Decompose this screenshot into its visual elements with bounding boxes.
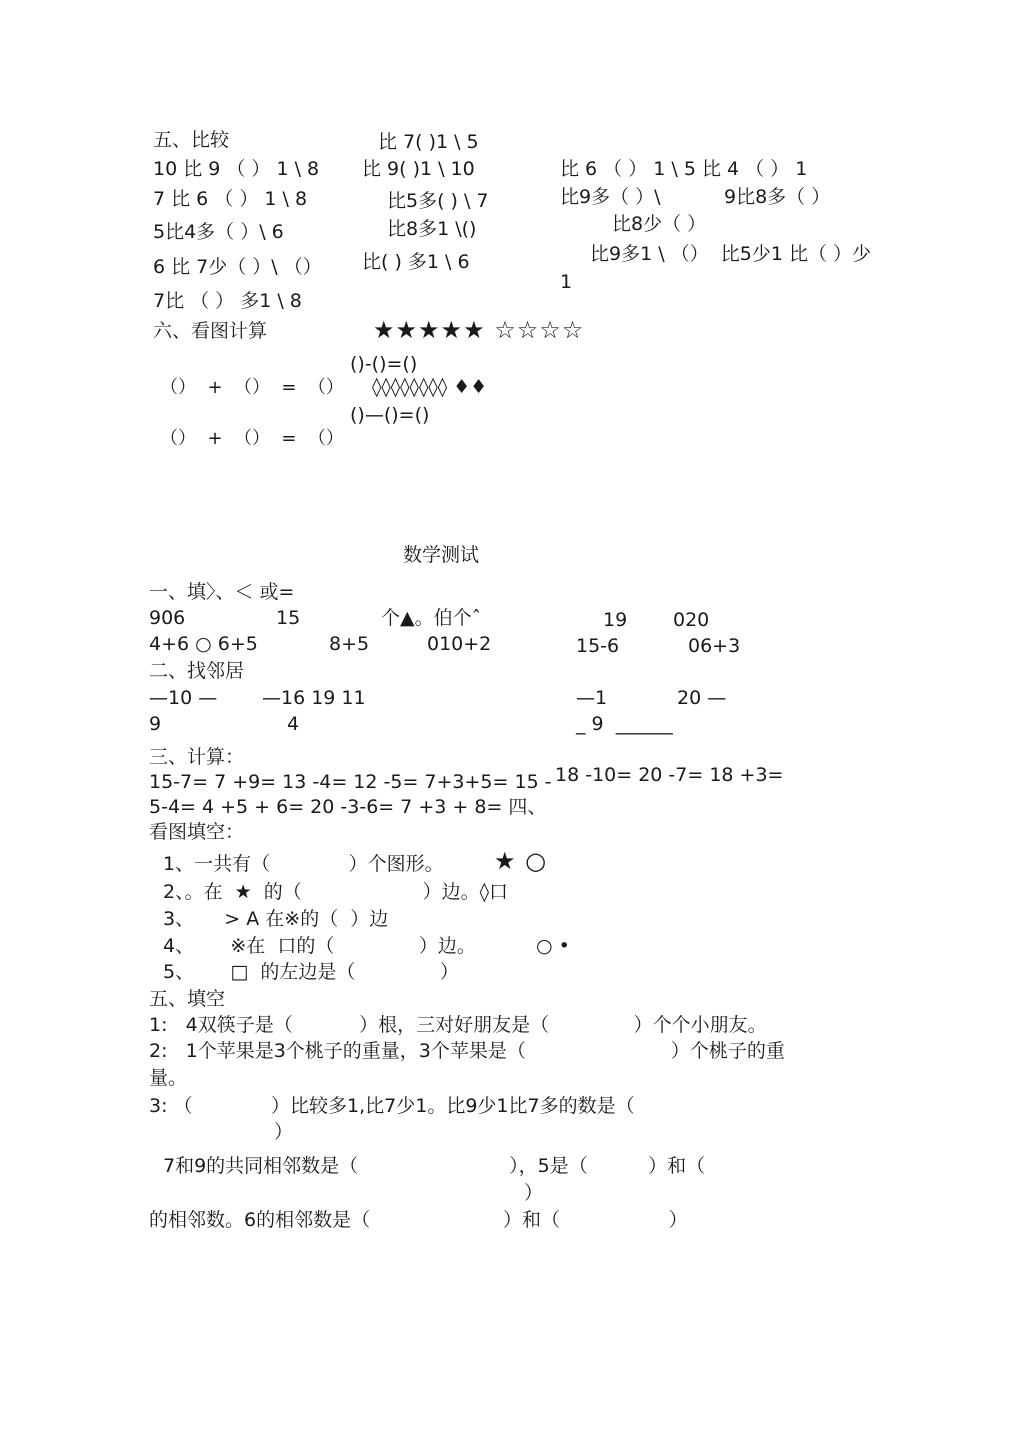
star-row: ★★★★★ ☆☆☆☆: [373, 316, 585, 344]
compare-right-line: 比 6 （ ） 1 \ 5 比 4 （ ） 1: [560, 158, 808, 180]
compare-right-line: 1: [560, 271, 573, 293]
q1-item: 06+3: [688, 635, 741, 657]
q4-item: 1、一共有（ ）个图形。: [163, 853, 444, 875]
subtraction-equation: ()-()=(): [350, 353, 418, 375]
q5-item: 1: 4双筷子是（ ）根，三对好朋友是（ ）个个小朋友。: [149, 1014, 767, 1036]
compare-mid-line: 比( ) 多1 \ 6: [362, 251, 470, 273]
q1-heading: 一、填〉、＜ 或=: [149, 581, 295, 603]
q4-item: 4、 ※在 口的（ ）边。: [163, 935, 476, 957]
q5-item: 7和9的共同相邻数是（ ），5是（ ）和（: [163, 1155, 706, 1177]
diamond-row: ◊◊◊◊◊◊◊◊ ♦♦: [372, 376, 488, 398]
q4-item: 2、。在 ★ 的（ ）边。◊口: [163, 881, 508, 903]
compare-mid-line: 比8多1 \(): [387, 218, 477, 240]
q1-item: 020: [673, 609, 710, 631]
compare-line: 7比 （ ） 多1 \ 8: [153, 290, 302, 312]
picture-calc-heading: 六、看图计算: [153, 320, 268, 342]
q4-heading: 看图填空：: [149, 821, 245, 843]
subtraction-equation: ()—()=(): [350, 404, 430, 426]
q4-item: 3、 > A 在※的（ ）边: [163, 908, 389, 930]
q2-heading: 二、找邻居: [149, 660, 245, 682]
q1-item: 4+6 ○ 6+5: [149, 633, 258, 655]
q1-item: 8+5: [329, 633, 370, 655]
q2-item: —16 19 11: [262, 687, 366, 709]
q4-item: 5、 □ 的左边是（ ）: [163, 961, 459, 983]
compare-mid-line: 比 7( )1 \ 5: [378, 131, 479, 153]
compare-line: 5比4多（ ）\ 6: [153, 221, 284, 243]
q5-item: ）: [274, 1121, 294, 1143]
q5-item: 的相邻数。6的相邻数是（ ）和（ ）: [149, 1209, 688, 1231]
addition-equation: （） + （） = （）: [160, 377, 344, 398]
q3-line: 18 -10= 20 -7= 18 +3=: [555, 764, 784, 786]
q5-item: 量。: [149, 1067, 188, 1089]
q5-item: ）: [524, 1182, 544, 1204]
compare-heading: 五、比较: [153, 129, 230, 151]
compare-mid-line: 比5多( ) \ 7: [387, 190, 489, 212]
q2-item: _ 9 ______: [576, 713, 673, 735]
compare-line: 7 比 6 （ ） 1 \ 8: [153, 188, 308, 210]
q5-item: 3: （ ）比较多1,比7少1。比9少1比7多的数是（: [149, 1095, 635, 1117]
q3-heading: 三、计算：: [149, 746, 245, 768]
addition-equation: （） + （） = （）: [160, 428, 344, 449]
q1-item: 15-6: [576, 635, 620, 657]
q1-item: 19: [603, 609, 628, 631]
q5-item: 2: 1个苹果是3个桃子的重量，3个苹果是（ ）个桃子的重: [149, 1040, 785, 1062]
q2-item: 9: [149, 713, 162, 735]
compare-mid-line: 比 9( )1 \ 10: [362, 158, 475, 180]
q1-item: 010+2: [427, 633, 492, 655]
q1-item: 906: [149, 607, 186, 629]
compare-right-line: 比9多1 \ （） 比5少1 比（ ）少: [590, 243, 871, 265]
q4-shapes: ○ •: [536, 935, 570, 957]
q1-item: 15: [276, 607, 301, 629]
q3-line: 15-7= 7 +9= 13 -4= 12 -5= 7+3+5= 15 -: [149, 771, 552, 793]
q2-item: 20 —: [677, 687, 727, 709]
test-title: 数学测试: [403, 544, 480, 566]
compare-line: 6 比 7少（ ）\ （）: [153, 256, 322, 278]
q3-line: 5-4= 4 +5 + 6= 20 -3-6= 7 +3 + 8= 四、: [149, 796, 547, 818]
compare-right-line: 9比8多（ ）: [724, 186, 831, 208]
q2-item: —10 —: [149, 687, 218, 709]
q1-item: 个▲。伯个ˆ: [381, 607, 482, 629]
q2-item: 4: [287, 713, 300, 735]
q5-heading: 五、填空: [149, 988, 226, 1010]
q4-shapes: ★ ○: [494, 847, 548, 875]
compare-line: 10 比 9 （ ） 1 \ 8: [153, 158, 320, 180]
q2-item: —1: [576, 687, 608, 709]
compare-right-line: 比9多（ ）\: [560, 186, 661, 208]
compare-right-line: 比8少（ ）: [612, 213, 707, 235]
